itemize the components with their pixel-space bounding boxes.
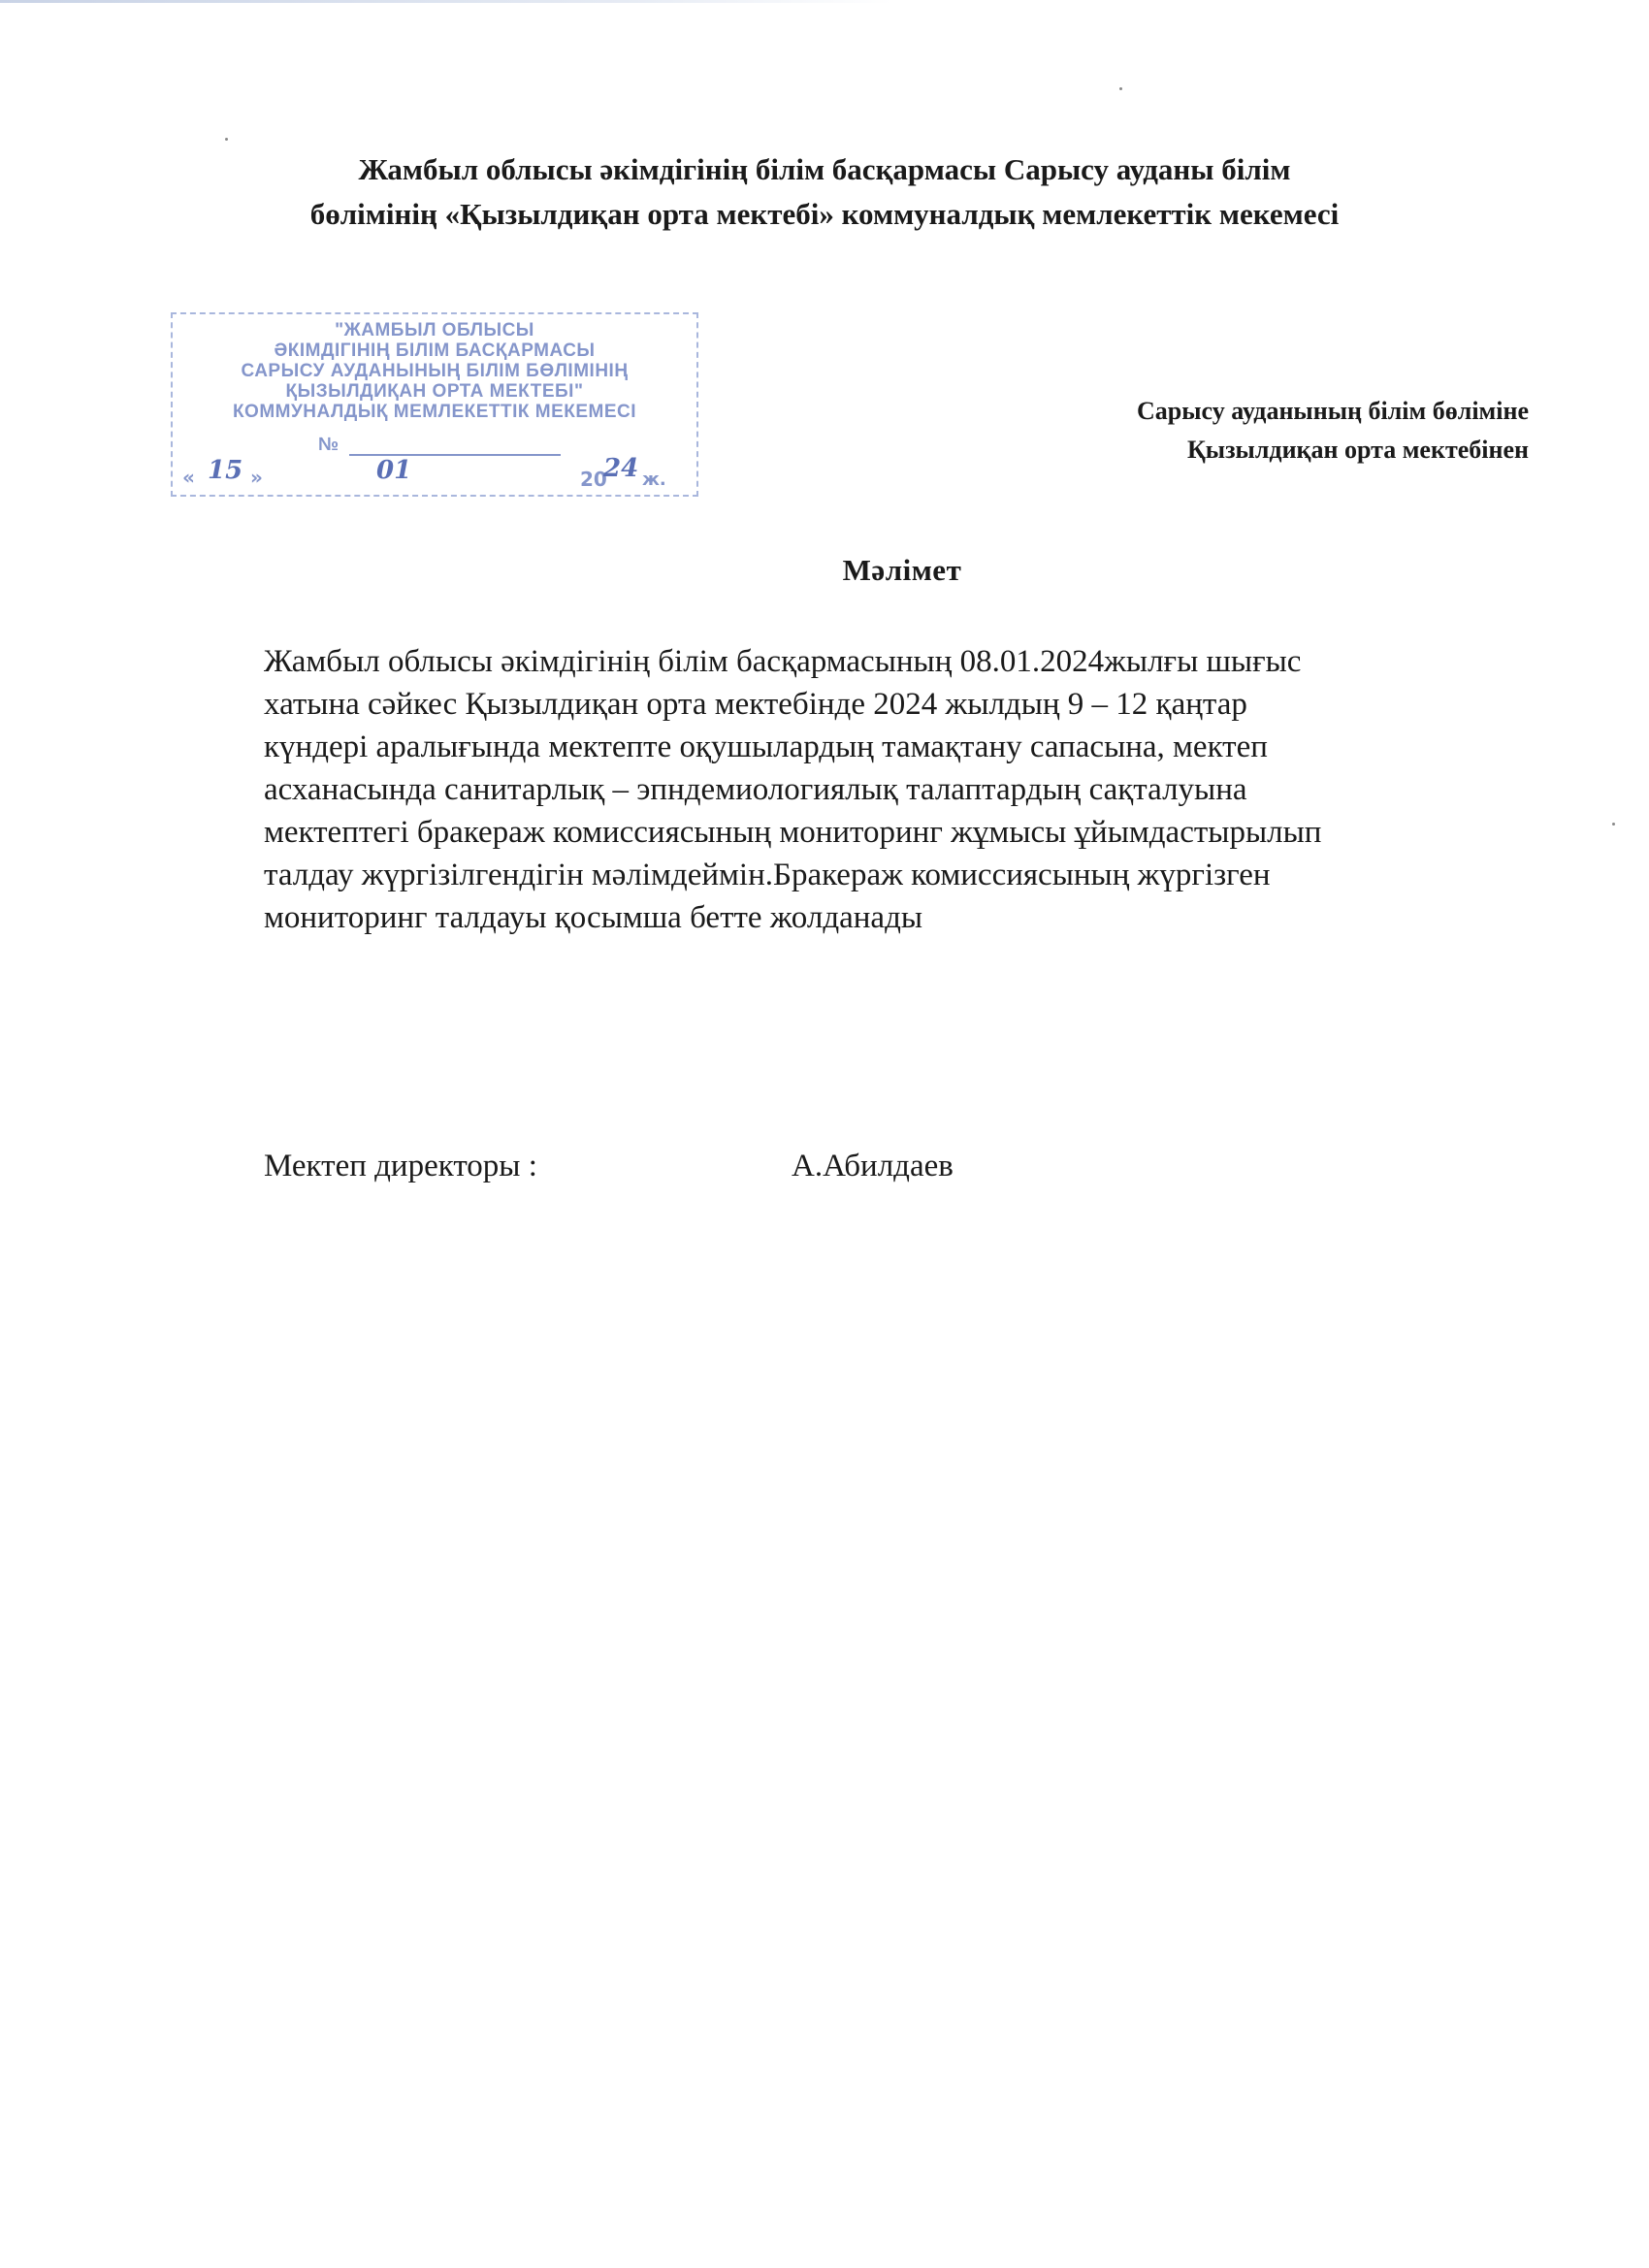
document-title: Мәлімет	[842, 553, 962, 587]
body-line: асханасында санитарлық – эпндемиологиялық талаптардың сақталуына	[264, 772, 1247, 807]
addressee-line: Қызылдиқан орта мектебінен	[1186, 436, 1529, 464]
addressee-line: Сарысу ауданының білім бөліміне	[1137, 397, 1529, 425]
stamp-date-year-unit: ж.	[642, 470, 666, 490]
stamp-date-year-prefix: 20	[580, 468, 607, 491]
stamp-line: ҚЫЗЫЛДИҚАН ОРТА МЕКТЕБІ"	[285, 381, 584, 402]
stamp-date-open-quote: «	[182, 466, 195, 489]
body-line: күндері аралығында мектепте оқушылардың тамақтану сапасына, мектеп	[264, 729, 1268, 764]
stamp-line: ӘКІМДІГІНІҢ БІЛІМ БАСҚАРМАСЫ	[274, 340, 596, 361]
header-line: бөлімінің «Қызылдиқан орта мектебі» коммуналдық мемлекеттік мекемесі	[309, 197, 1340, 231]
body-line: мониторинг талдауы қосымша бетте жолданады	[264, 900, 923, 935]
scan-speck	[1119, 87, 1122, 90]
stamp-date-close-quote: »	[250, 466, 263, 489]
body-line: хатына сәйкес Қызылдиқан орта мектебінде 2024 жылдың 9 – 12 қаңтар	[264, 687, 1247, 722]
stamp-date-month: 01	[376, 456, 412, 485]
scan-speck	[225, 138, 228, 141]
stamp-date	[173, 454, 696, 491]
body-line: Жамбыл облысы әкімдігінің білім басқармасының 08.01.2024жылғы шығыс	[264, 644, 1302, 679]
addressee-block	[1137, 392, 1529, 470]
stamp-text	[173, 314, 696, 422]
stamp-date-day: 15	[208, 456, 243, 485]
body-line: мектептегі бракераж комиссиясының мониторинг жұмысы ұйымдастырылып	[264, 815, 1322, 850]
stamp-number-label: №	[318, 435, 340, 455]
registration-stamp	[171, 312, 698, 497]
scan-speck	[1612, 823, 1615, 826]
stamp-line: САРЫСУ АУДАНЫНЫҢ БІЛІМ БӨЛІМІНІҢ	[241, 361, 629, 381]
signature-name: А.Абилдаев	[792, 1149, 954, 1183]
document-header	[146, 147, 1504, 237]
scan-edge	[0, 0, 892, 3]
stamp-line: КОММУНАЛДЫҚ МЕМЛЕКЕТТІК МЕКЕМЕСІ	[232, 402, 637, 422]
stamp-date-year-suffix: 24	[603, 454, 639, 483]
header-line: Жамбыл облысы әкімдігінің білім басқармасы Сарысу ауданы білім	[358, 152, 1291, 186]
stamp-line: "ЖАМБЫЛ ОБЛЫСЫ	[335, 320, 534, 340]
body-line: талдау жүргізілгендігін мәлімдеймін.Бракераж комиссиясының жүргізген	[264, 858, 1271, 892]
signature-role: Мектеп директоры :	[264, 1149, 537, 1183]
document-body	[264, 640, 1515, 939]
